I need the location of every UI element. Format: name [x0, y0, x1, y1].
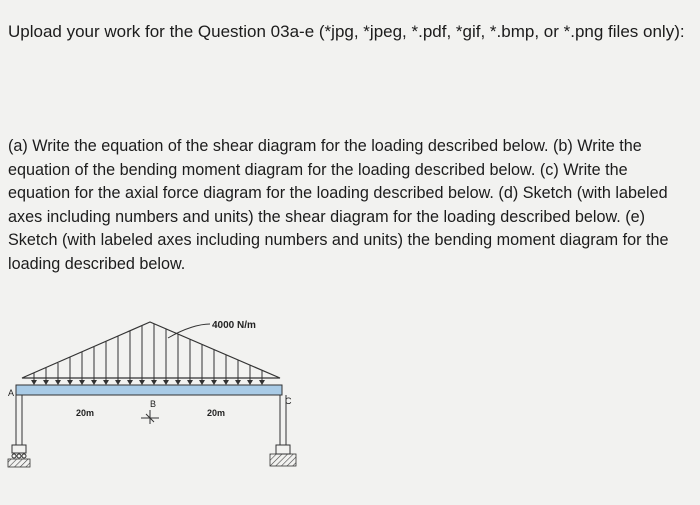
label-b: B: [150, 399, 157, 409]
beam-figure: [0, 300, 300, 480]
label-a: A: [8, 388, 15, 398]
support-c-ground: [270, 454, 296, 466]
hinge-b: [141, 410, 159, 424]
span-left-label: 20m: [76, 408, 95, 418]
label-c: C: [285, 396, 292, 406]
beam: [16, 385, 282, 395]
load-arrows: [34, 324, 262, 384]
beam-diagram: [0, 300, 300, 475]
support-a-ground: [8, 459, 30, 467]
question-text: (a) Write the equation of the shear diagram for the loading described below. (b) Write the equation of the bending moment diagram for the loading described below. (c) Write the equation for the axial force diagram for the loading described below. (d) Sketch (with labeled axes including numbers and units) the shear diagram for the loading described below. (e) Sketch (with labeled axes including numbers and units) the bending moment diagram for the loading described below.: [8, 137, 669, 273]
load-arrowheads: [31, 380, 265, 385]
span-right-label: 20m: [207, 408, 226, 418]
load-label-leader: [168, 324, 210, 338]
load-label: 4000 N/m: [212, 320, 256, 331]
upload-instructions: Upload your work for the Question 03a-e (*jpg, *jpeg, *.pdf, *gif, *.bmp, or *.png files only):: [8, 22, 685, 41]
support-a: [12, 395, 26, 458]
